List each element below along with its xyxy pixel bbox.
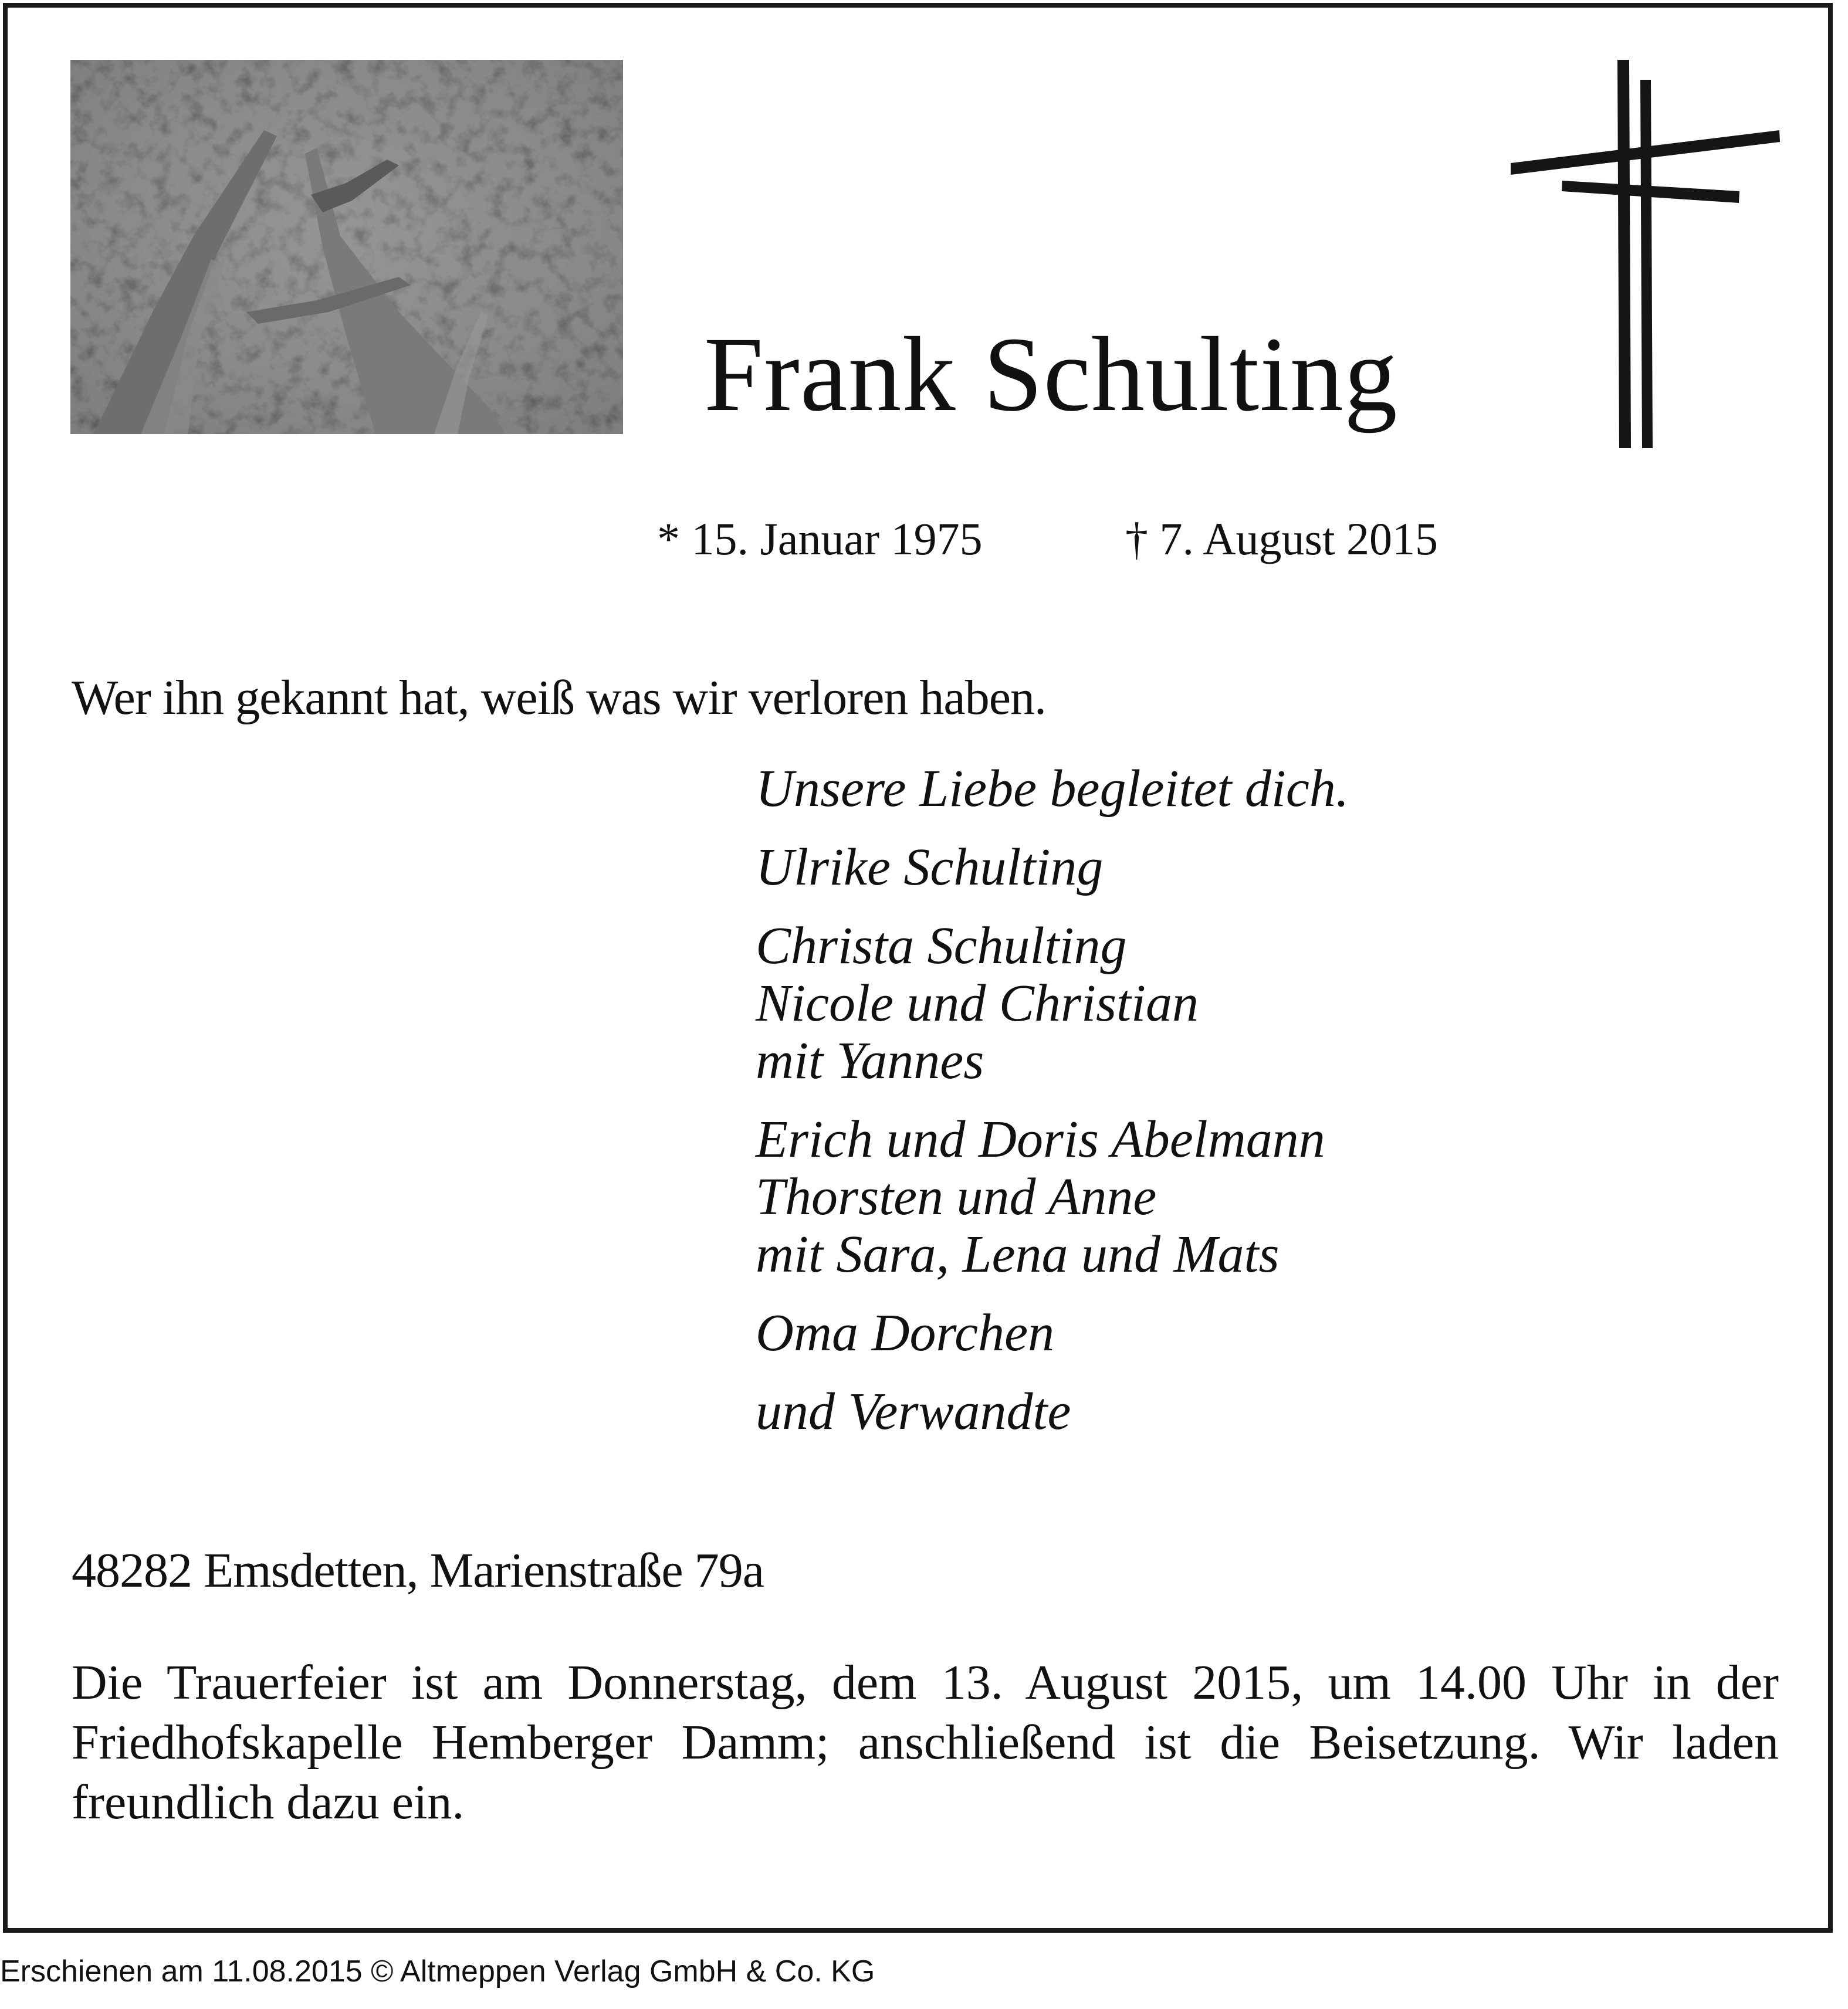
- death-date: † 7. August 2015: [1125, 513, 1439, 564]
- mourner-line: mit Sara, Lena und Mats: [756, 1225, 1280, 1283]
- mourner-line: Thorsten und Anne: [756, 1168, 1157, 1226]
- mourners-list: [756, 760, 1349, 1441]
- double-cross-icon: [1508, 59, 1789, 452]
- mourner-line: mit Yannes: [756, 1032, 984, 1090]
- birth-date: * 15. Januar 1975: [657, 513, 983, 564]
- funeral-service-info: Die Trauerfeier ist am Donnerstag, dem 13. August 2015, um 14.00 Uhr in der Friedhofskapelle Hemberger Damm; anschließend ist die Beisetzung. Wir laden freundlich dazu ein.: [72, 1655, 1779, 1830]
- tree-canopy-photo: [70, 60, 623, 434]
- mourner-line: und Verwandte: [756, 1383, 1071, 1441]
- mourner-line: Christa Schulting: [756, 917, 1127, 975]
- mourner-line: Oma Dorchen: [756, 1304, 1055, 1362]
- publication-footer: Erschienen am 11.08.2015 © Altmeppen Verlag GmbH & Co. KG: [0, 1954, 875, 1988]
- family-address: 48282 Emsdetten, Marienstraße 79a: [72, 1543, 764, 1598]
- memorial-quote: Wer ihn gekannt hat, weiß was wir verloren haben.: [72, 670, 1046, 725]
- mourner-line: Unsere Liebe begleitet dich.: [756, 760, 1349, 818]
- mourner-line: Erich und Doris Abelmann: [756, 1110, 1325, 1168]
- mourner-line: Ulrike Schulting: [756, 838, 1104, 896]
- mourner-line: Nicole und Christian: [756, 974, 1199, 1032]
- deceased-name: Frank Schulting: [704, 316, 1398, 433]
